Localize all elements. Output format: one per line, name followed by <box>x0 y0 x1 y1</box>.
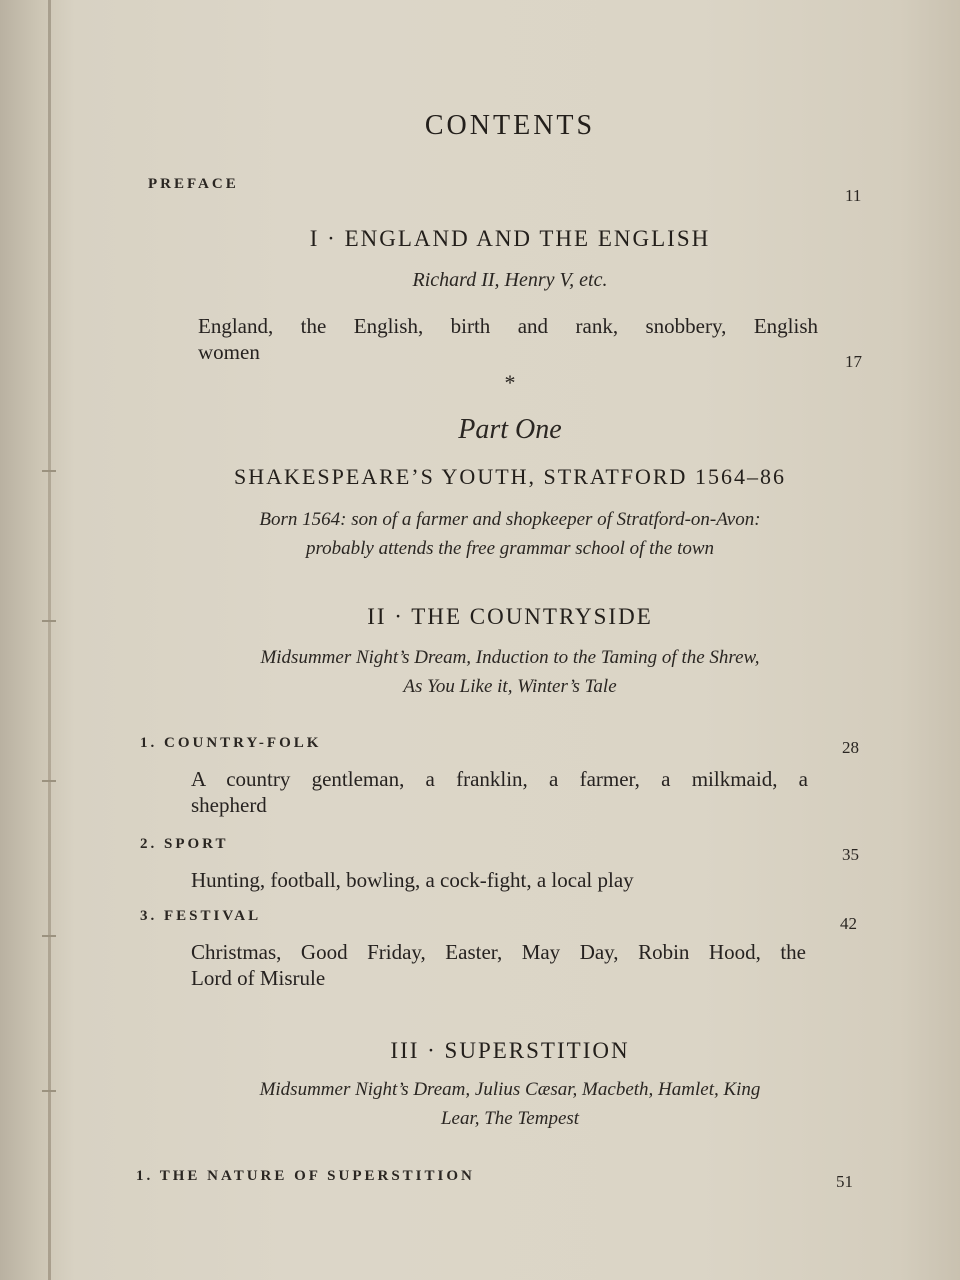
section-label: 2. SPORT <box>140 836 229 852</box>
section-desc-line2: shepherd <box>191 793 267 817</box>
page-gutter <box>48 0 51 1280</box>
chapter2-plays-line2: As You Like it, Winter’s Tale <box>403 676 617 697</box>
chapter3-plays-line1: Midsummer Night’s Dream, Julius Cæsar, Macbeth, Hamlet, King <box>259 1079 761 1100</box>
chapter1-plays: Richard II, Henry V, etc. <box>412 269 608 291</box>
binding-stitch <box>42 780 56 782</box>
page-title: CONTENTS <box>424 110 596 141</box>
section-desc-line1: Christmas, Good Friday, Easter, May Day, Robin Hood, the <box>191 940 806 964</box>
binding-stitch <box>42 935 56 937</box>
part-one-heading: SHAKESPEARE’S YOUTH, STRATFORD 1564–86 <box>234 464 786 489</box>
section-label: 1. THE NATURE OF SUPERSTITION <box>136 1168 475 1184</box>
part-one-note-line1: Born 1564: son of a farmer and shopkeeper of Stratford-on-Avon: <box>259 509 761 530</box>
section-label: 1. COUNTRY-FOLK <box>140 735 322 751</box>
chapter2-heading: II · THE COUNTRYSIDE <box>367 604 653 629</box>
chapter1-summary-line2: women <box>198 340 260 364</box>
chapter1-page: 17 <box>845 352 862 371</box>
part-one-note-line2: probably attends the free grammar school of the town <box>305 538 715 559</box>
section-page: 35 <box>842 845 859 864</box>
section-desc-line1: Hunting, football, bowling, a cock-fight, a local play <box>191 868 634 892</box>
section-page: 51 <box>836 1172 853 1191</box>
section-label: 3. FESTIVAL <box>140 908 262 924</box>
preface-page: 11 <box>845 186 862 205</box>
part-one-label: Part One <box>458 414 562 445</box>
chapter1-summary-line1: England, the English, birth and rank, snobbery, English <box>198 314 818 338</box>
section-page: 42 <box>840 914 857 933</box>
binding-stitch <box>42 1090 56 1092</box>
chapter3-heading: III · SUPERSTITION <box>390 1038 630 1063</box>
preface-label: PREFACE <box>148 176 239 192</box>
binding-stitch <box>42 620 56 622</box>
section-desc-line2: Lord of Misrule <box>191 966 326 990</box>
chapter3-plays-line2: Lear, The Tempest <box>440 1108 580 1129</box>
chapter2-plays-line1: Midsummer Night’s Dream, Induction to the Taming of the Shrew, <box>260 647 760 668</box>
separator-asterisk: * <box>504 370 516 395</box>
chapter1-heading: I · ENGLAND AND THE ENGLISH <box>309 226 711 251</box>
section-page: 28 <box>842 738 859 757</box>
binding-stitch <box>42 470 56 472</box>
section-desc-line1: A country gentleman, a franklin, a farmer, a milkmaid, a <box>191 767 808 791</box>
